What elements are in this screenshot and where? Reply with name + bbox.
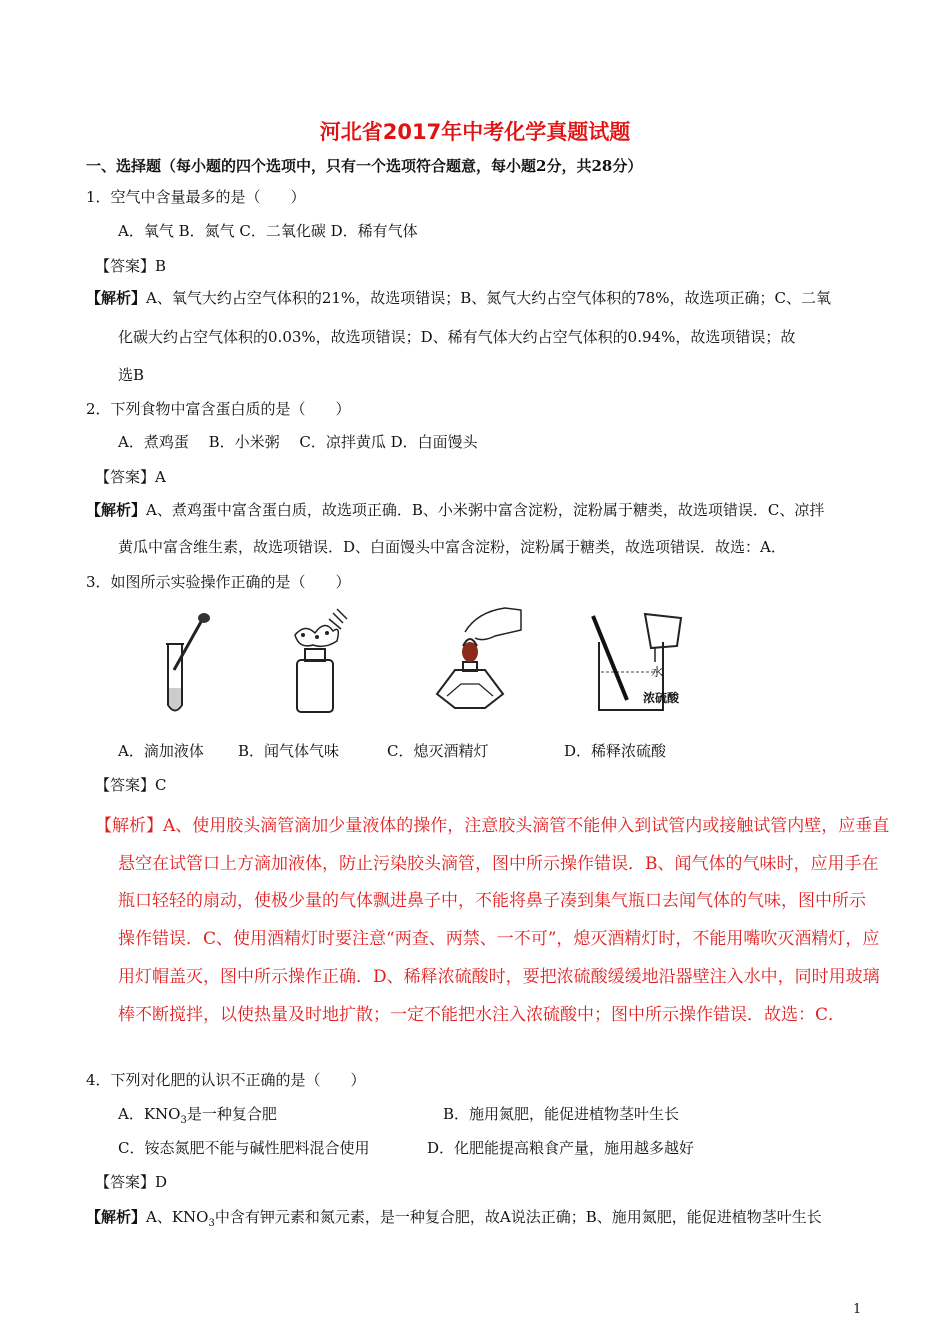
analysis-label: 【解析】 [86,501,147,519]
q2-answer: 【答案】A [95,468,166,486]
q3-option-c: C．熄灭酒精灯 [387,742,489,760]
figure-add-liquid [150,610,220,718]
q4-answer: 【答案】D [95,1173,168,1191]
figure-extinguish-lamp [425,602,525,714]
formula-text: A．KNO [118,1105,181,1123]
q2-question: 2．下列食物中富含蛋白质的是（ ） [86,400,351,418]
q2-analysis-line2: 黄瓜中富含维生素，故选项错误．D、白面馒头中富含淀粉，淀粉属于糖类，故选项错误．故选：A． [118,538,786,556]
q3-analysis-line1: 【解析】A、使用胶头滴管滴加少量液体的操作，注意胶头滴管不能伸入到试管内或接触试管内壁，应垂直 [95,816,890,836]
q4-option-c: C．铵态氮肥不能与碱性肥料混合使用 [118,1139,370,1157]
q1-analysis-line2: 化碳大约占空气体积的0.03%，故选项错误；D、稀有气体大约占空气体积的0.94%，故选项错误；故 [118,328,796,346]
page-number: 1 [853,1302,862,1317]
q3-analysis-line5: 用灯帽盖灭，图中所示操作正确．D、稀释浓硫酸时，要把浓硫酸缓缓地沿器壁注入水中，同时用玻璃 [118,967,880,987]
q3-analysis-line3: 瓶口轻轻的扇动，使极少量的气体飘进鼻子中，不能将鼻子凑到集气瓶口去闻气体的气味，图中所示 [118,891,866,911]
acid-label: 浓硫酸 [643,691,680,705]
section-heading: 一、选择题（每小题的四个选项中，只有一个选项符合题意，每小题2分，共28分） [86,157,643,175]
figure-dilute-acid [585,612,695,717]
analysis-text: 中含有钾元素和氮元素，是一种复合肥，故A说法正确；B、施用氮肥，能促进植物茎叶生长 [214,1208,822,1226]
q3-option-d: D．稀释浓硫酸 [564,742,667,760]
q2-analysis [86,500,824,520]
q4-option-a [118,1104,277,1131]
q1-analysis [86,288,831,308]
analysis-text: A、煮鸡蛋中富含蛋白质，故选项正确．B、小米粥中富含淀粉，淀粉属于糖类，故选项错误．C、凉拌 [146,501,825,519]
q3-option-b: B．闻气体气味 [238,742,340,760]
analysis-text: A、氧气大约占空气体积的21%，故选项错误；B、氮气大约占空气体积的78%，故选项正确；C、二氧 [146,289,832,307]
q1-options: A．氧气 B．氮气 C．二氧化碳 D．稀有气体 [118,222,418,240]
analysis-text: A、KNO [146,1208,209,1226]
q4-question: 4．下列对化肥的认识不正确的是（ ） [86,1071,366,1089]
analysis-label: 【解析】 [86,1208,147,1226]
q3-option-a: A．滴加液体 [118,742,204,760]
q3-analysis-line6: 棒不断搅拌，以使热量及时地扩散；一定不能把水注入浓硫酸中；图中所示操作错误．故选：C． [118,1005,846,1025]
q4-option-b: B．施用氮肥，能促进植物茎叶生长 [443,1105,680,1123]
q1-analysis-line3: 选B [118,366,145,384]
q3-analysis-line4: 操作错误．C、使用酒精灯时要注意“两查、两禁、一不可”，熄灭酒精灯时，不能用嘴吹灭酒精灯，应 [118,929,880,949]
q3-answer: 【答案】C [95,776,167,794]
formula-subscript: 3 [208,1218,215,1229]
q4-option-d: D．化肥能提高粮食产量，施用越多越好 [427,1139,695,1157]
q3-question: 3．如图所示实验操作正确的是（ ） [86,573,351,591]
q1-answer: 【答案】B [95,257,167,275]
formula-subscript: 3 [180,1115,187,1126]
analysis-label: 【解析】 [86,289,147,307]
option-text: 是一种复合肥 [186,1105,277,1123]
page-title: 河北省2017年中考化学真题试题 [319,120,631,144]
figure-smell-gas [285,605,355,715]
q2-options: A．煮鸡蛋 B．小米粥 C．凉拌黄瓜 D．白面馒头 [118,433,478,451]
q3-analysis-line2: 悬空在试管口上方滴加液体，防止污染胶头滴管，图中所示操作错误．B、闻气体的气味时，应用手在 [118,854,879,874]
q4-analysis [86,1207,822,1234]
water-label: 水 [651,665,664,679]
q1-question: 1．空气中含量最多的是（ ） [86,188,306,206]
